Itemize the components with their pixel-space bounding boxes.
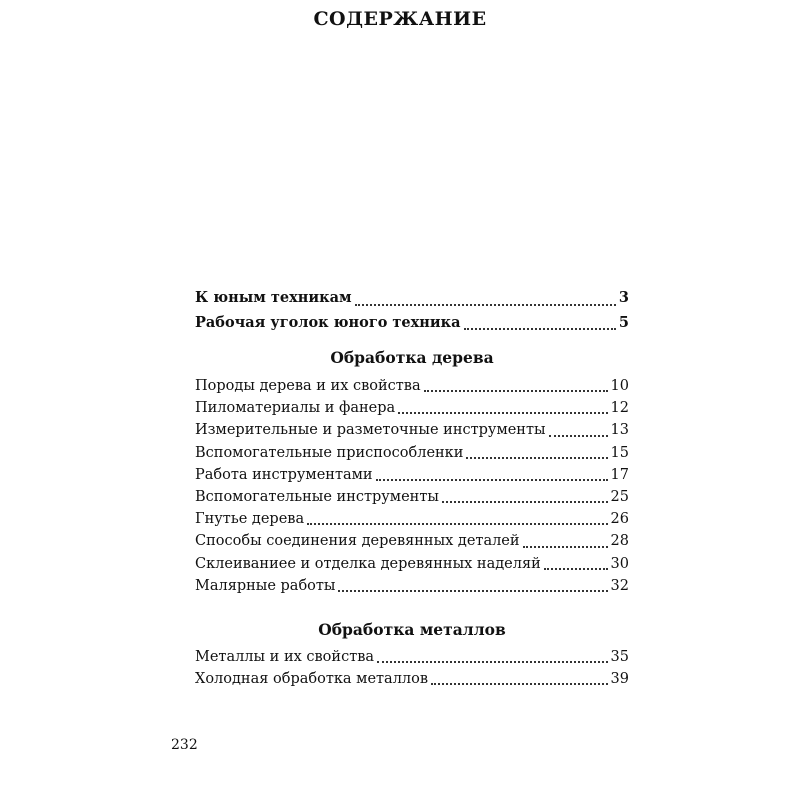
toc-entry-label: Холодная обработка металлов [195,671,429,688]
toc-entry [195,378,629,400]
toc-entry-label: Рабочая уголок юного техника [195,313,461,331]
toc-entry-label: Склеиваниее и отделка деревянных наделяй [195,555,541,572]
toc-entry-label: Работа инструментами [195,466,373,483]
toc-entry-label: Измерительные и разметочные инструменты [195,422,546,439]
toc-entry [195,400,629,422]
toc-entry-page: 3 [618,289,629,306]
toc-leader-dots [544,567,608,570]
toc-leader-dots [377,660,608,663]
toc-entry-page: 15 [610,444,629,461]
toc-entry-label: Пиломатериалы и фанера [195,400,396,417]
toc-entry-page: 26 [610,511,629,528]
toc-entry-label: Гнутье дерева [195,511,305,528]
toc-entry [195,578,629,600]
toc-entry [195,467,629,489]
toc-entry-page: 39 [610,671,629,688]
toc-entry-page: 35 [610,648,629,665]
toc-entry-page: 13 [610,422,629,439]
toc-leader-dots [376,478,608,481]
toc-entry-label: Вспомогательные приспособленки [195,444,464,461]
toc-leader-dots [549,434,608,437]
toc-leader-dots [355,303,616,306]
toc-entry-label: Металлы и их свойства [195,648,375,665]
section-heading-wood: Обработка дерева [330,348,494,367]
toc-entry [195,445,629,467]
toc-entry-label: Вспомогательные инструменты [195,488,439,505]
toc-leader-dots [464,327,616,330]
toc-entry-page: 25 [610,488,629,505]
toc-entry [195,649,629,671]
toc-entry [195,489,629,511]
toc-leader-dots [338,589,607,592]
page-title: СОДЕРЖАНИЕ [313,8,487,30]
toc-leader-dots [442,500,608,503]
toc-entry-page: 28 [610,533,629,550]
toc-entry [195,314,629,339]
toc-entry-page: 5 [618,313,629,331]
toc-entry-label: К юным техникам [195,289,352,306]
toc-entry-page: 17 [610,466,629,483]
toc-leader-dots [431,682,608,685]
toc-leader-dots [466,456,607,459]
toc-entry [195,511,629,533]
toc-leader-dots [307,522,607,525]
toc-entry [195,533,629,555]
section-heading-metal: Обработка металлов [318,619,506,639]
toc-entry-page: 10 [610,378,629,394]
toc-entry [195,671,629,693]
toc-entry-page: 30 [610,555,629,572]
toc-entry [195,289,629,314]
toc-entry-label: Породы дерева и их свойства [195,378,421,394]
table-of-contents [195,289,629,693]
toc-entry [195,422,629,444]
toc-leader-dots [424,389,608,392]
toc-entry-page: 32 [610,577,629,594]
toc-leader-dots [523,545,608,548]
toc-entry [195,556,629,578]
toc-entry-label: Малярные работы [195,577,336,594]
toc-entry-label: Способы соединения деревянных деталей [195,533,520,550]
toc-leader-dots [398,411,607,414]
toc-entry-page: 12 [610,400,629,417]
page-number: 232 [171,737,198,753]
